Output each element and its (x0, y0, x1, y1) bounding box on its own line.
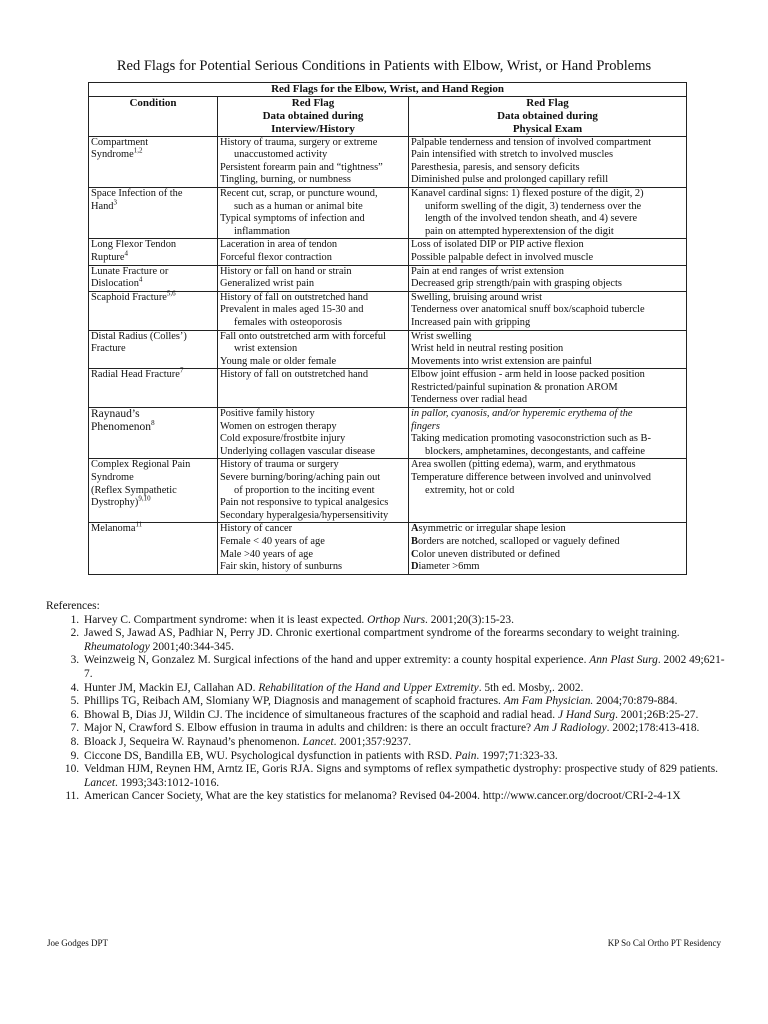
exam-flag: Possible palpable defect in involved muscle (411, 251, 594, 263)
exam-cell (409, 369, 687, 408)
interview-flag: Laceration in area of tendon (220, 239, 338, 251)
footer-author: Joe Godges DPT (47, 938, 108, 948)
reference-details: . 2001;26B:25-27. (615, 708, 699, 721)
reference-details: . 2001;20(3):15-23. (425, 613, 514, 626)
condition-line: Dislocation$^4$ (91, 275, 143, 290)
interview-flag: inflammation (234, 225, 290, 237)
reference-item (82, 763, 726, 790)
condition-line: Raynaud’s (91, 408, 140, 421)
exam-cell (409, 408, 687, 459)
reference-journal: Lancet (302, 735, 334, 748)
condition-cell (89, 136, 218, 187)
references-list (46, 614, 726, 804)
interview-flag: Persistent forearm pain and “tightness” (220, 161, 383, 173)
reference-item (82, 750, 726, 764)
table-row (89, 265, 687, 291)
exam-flag: Paresthesia, paresis, and sensory deficits (411, 161, 580, 173)
interview-flag: Underlying collagen vascular disease (220, 445, 375, 457)
table-row (89, 408, 687, 459)
exam-flag-italic: in pallor, cyanosis, and/or hyperemic erythema of the (411, 408, 633, 420)
condition-line: Scaphoid Fracture$^{5,6}$ (91, 289, 176, 303)
reference-details: . 1997;71:323-33. (476, 749, 558, 762)
interview-flag: Positive family history (220, 408, 315, 420)
reference-item (82, 709, 726, 723)
interview-flag: Tingling, burning, or numbness (220, 174, 351, 186)
reference-details: 2001;40:344-345. (149, 640, 234, 653)
reference-journal: Am J Radiology (533, 722, 607, 735)
condition-line: Lunate Fracture or (91, 265, 169, 277)
reference-journal: Am Fam Physician. (503, 695, 594, 708)
abcd-text: olor uneven distributed or defined (418, 548, 560, 560)
table-row (89, 523, 687, 574)
abcd-criterion (411, 523, 684, 536)
table-row (89, 330, 687, 369)
exam-flag: Tenderness over anatomical snuff box/scaphoid tubercle (411, 304, 645, 316)
interview-flag: History of trauma, surgery or extreme (220, 136, 378, 148)
interview-cell (218, 523, 409, 574)
condition-cell (89, 291, 218, 330)
exam-flag: uniform swelling of the digit, 3) tenderness over the (425, 200, 642, 212)
reference-text: Veldman HJM, Reynen HM, Arntz IE, Goris RJA. Signs and symptoms of reflex sympathetic dystrophy: prospective study of 829 patients. (84, 763, 719, 776)
reference-superscript: 11 (135, 520, 143, 529)
condition-line: Syndrome$^{1,2}$ (91, 146, 143, 161)
interview-cell (218, 136, 409, 187)
reference-journal: Lancet (84, 776, 116, 789)
header-line: Red Flag (526, 96, 569, 109)
reference-superscript: 7 (179, 366, 184, 375)
reference-item (82, 654, 726, 681)
reference-item (82, 614, 726, 628)
exam-column-header (409, 96, 687, 136)
reference-text: Hunter JM, Mackin EJ, Callahan AD. (84, 681, 259, 694)
condition-cell (89, 239, 218, 265)
interview-flag: Recent cut, scrap, or puncture wound, (220, 187, 378, 199)
condition-cell (89, 330, 218, 369)
header-line: Interview/History (271, 122, 355, 135)
condition-cell (89, 520, 218, 574)
exam-flag: pain on attempted hyperextension of the digit (425, 225, 614, 237)
reference-journal: Pain (454, 749, 477, 762)
interview-flag: Generalized wrist pain (220, 278, 315, 290)
reference-journal: Orthop Nurs (367, 613, 426, 626)
interview-cell (218, 291, 409, 330)
interview-flag: unaccustomed activity (234, 149, 328, 161)
interview-flag: Typical symptoms of infection and (220, 213, 365, 225)
condition-line: Long Flexor Tendon (91, 239, 177, 251)
abcd-text: orders are notched, scalloped or vaguely defined (417, 536, 620, 547)
condition-cell (89, 187, 218, 238)
reference-item (82, 695, 726, 709)
interview-flag: of proportion to the inciting event (234, 484, 375, 496)
exam-cell (409, 136, 687, 187)
condition-cell (89, 265, 218, 291)
table-row (89, 187, 687, 238)
condition-line: Dystrophy)$^{9,10}$ (91, 494, 151, 509)
reference-journal: J Hand Surg (557, 708, 616, 721)
condition-line: (Reflex Sympathetic (91, 484, 177, 496)
abcd-letter: A (411, 523, 419, 535)
page-title: Red Flags for Potential Serious Conditions in Patients with Elbow, Wrist, or Hand Problems (116, 58, 652, 74)
interview-flag: Male >40 years of age (220, 548, 313, 560)
exam-flag: Diminished pulse and prolonged capillary refill (411, 174, 609, 186)
footer-program: KP So Cal Ortho PT Residency (607, 938, 721, 948)
condition-cell (89, 366, 218, 408)
exam-flag: length of the involved tendon sheath, and 4) severe (425, 213, 638, 225)
table-body (89, 136, 687, 574)
red-flags-table (88, 82, 687, 575)
interview-flag: such as a human or animal bite (234, 200, 363, 212)
condition-line: Complex Regional Pain (91, 459, 191, 471)
interview-flag: Young male or older female (220, 355, 337, 367)
exam-flag: Decreased grip strength/pain with grasping objects (411, 278, 622, 290)
reference-superscript: 8 (151, 418, 155, 427)
interview-flag: Secondary hyperalgesia/hypersensitivity (220, 509, 389, 521)
exam-flag-italic: fingers (411, 420, 440, 432)
interview-flag: females with osteoporosis (234, 316, 342, 328)
condition-line: Phenomenon$^8$ (91, 418, 155, 433)
reference-superscript: 4 (138, 275, 143, 284)
header-line: Data obtained during (497, 109, 598, 122)
exam-flag: Wrist held in neutral resting position (411, 343, 564, 355)
references-section (46, 600, 726, 804)
condition-line: Fracture (91, 343, 126, 355)
interview-flag: Fall onto outstretched arm with forceful (220, 330, 386, 342)
exam-flag: Elbow joint effusion - arm held in loose packed position (411, 369, 645, 381)
exam-flag: Movements into wrist extension are painful (411, 355, 592, 367)
interview-cell (218, 239, 409, 265)
table-row (89, 136, 687, 187)
condition-line: Hand$^3$ (91, 198, 118, 212)
abcd-text: iameter >6mm (418, 561, 480, 573)
exam-flag: Swelling, bruising around wrist (411, 291, 543, 303)
interview-cell (218, 330, 409, 369)
condition-line: Melanoma$^{11}$ (91, 520, 143, 535)
interview-column-header (218, 96, 409, 136)
condition-line: Space Infection of the (91, 187, 183, 199)
condition-column-header: Condition (89, 96, 218, 136)
reference-superscript: 5,6 (166, 289, 176, 298)
condition-cell (89, 408, 218, 459)
reference-text: Bhowal B, Dias JJ, Wildin CJ. The incidence of simultaneous fractures of the scaphoid and radial head. (84, 708, 558, 721)
reference-details: . 2001;357:9237. (333, 735, 412, 748)
exam-flag: Tenderness over radial head (411, 394, 528, 406)
abcd-text: symmetric or irregular shape lesion (418, 523, 566, 535)
reference-text: Jawed S, Jawad AS, Padhiar N, Perry JD. Chronic exertional compartment syndrome of the forearms secondary to weight training. (84, 627, 680, 640)
reference-details: . 2002 49;621-7. (84, 654, 725, 680)
abcd-criterion (411, 549, 684, 562)
condition-line: Radial Head Fracture$^7$ (91, 366, 184, 381)
reference-journal: Rehabilitation of the Hand and Upper Extremity (258, 681, 479, 694)
interview-flag: History of trauma or surgery (220, 459, 339, 471)
reference-superscript: 9,10 (138, 494, 151, 503)
interview-flag: History of fall on outstretched hand (220, 291, 369, 303)
reference-item (82, 790, 726, 804)
table-row (89, 459, 687, 523)
interview-cell (218, 408, 409, 459)
table-row (89, 291, 687, 330)
exam-flag: Palpable tenderness and tension of involved compartment (411, 136, 652, 148)
interview-flag: wrist extension (234, 343, 298, 355)
exam-flag: Increased pain with gripping (411, 316, 531, 328)
reference-item (82, 682, 726, 696)
interview-cell (218, 369, 409, 408)
reference-text: Harvey C. Compartment syndrome: when it is least expected. (84, 613, 368, 626)
exam-flag: Area swollen (pitting edema), warm, and erythmatous (411, 459, 636, 471)
reference-journal: Ann Plast Surg (589, 654, 658, 667)
abcd-letter: B (411, 536, 418, 547)
reference-text: Ciccone DS, Bandilla EB, WU. Psychological dysfunction in patients with RSD. (84, 749, 455, 762)
exam-cell (409, 523, 687, 574)
interview-cell (218, 459, 409, 523)
reference-text: Bloack J, Sequeira W. Raynaud’s phenomenon. (84, 735, 303, 748)
exam-flag: extremity, hot or cold (425, 484, 515, 496)
reference-details: . 2002;178:413-418. (606, 722, 700, 735)
exam-flag: Loss of isolated DIP or PIP active flexion (411, 239, 584, 251)
interview-flag: History of cancer (220, 523, 293, 535)
header-line: Red Flag (291, 96, 335, 109)
abcd-criterion (411, 561, 684, 574)
exam-flag: Temperature difference between involved and uninvolved (411, 472, 651, 484)
reference-text: Weinzweig N, Gonzalez M. Surgical infections of the hand and upper extremity: a county hospital experience. (84, 654, 590, 667)
reference-text: Phillips TG, Reibach AM, Slomiany WP, Diagnosis and management of scaphoid fractures. (84, 695, 504, 708)
reference-item (82, 722, 726, 736)
reference-superscript: 4 (124, 249, 128, 258)
exam-cell (409, 459, 687, 523)
reference-superscript: 3 (113, 198, 118, 207)
reference-item (82, 627, 726, 654)
references-heading: References: (46, 600, 100, 612)
reference-details: . 1993;343:1012-1016. (115, 776, 220, 789)
table-row (89, 369, 687, 408)
abcd-letter: D (411, 561, 419, 573)
interview-flag: Prevalent in males aged 15-30 and (220, 304, 364, 316)
exam-cell (409, 265, 687, 291)
exam-cell (409, 239, 687, 265)
header-line: Data obtained during (262, 109, 364, 122)
interview-flag: Severe burning/boring/aching pain out (220, 472, 381, 484)
abcd-letter: C (411, 548, 419, 560)
condition-line: Compartment (91, 136, 149, 148)
interview-cell (218, 187, 409, 238)
exam-flag: Wrist swelling (411, 330, 472, 342)
reference-details: . 5th ed. Mosby,. 2002. (478, 681, 584, 694)
interview-flag: History of fall on outstretched hand (220, 369, 369, 381)
exam-flag: Pain at end ranges of wrist extension (411, 265, 564, 277)
condition-line: Distal Radius (Colles’) (91, 330, 187, 342)
exam-flag: Pain intensified with stretch to involved muscles (411, 149, 614, 161)
exam-flag: Taking medication promoting vasoconstriction such as B- (411, 433, 651, 445)
interview-flag: Women on estrogen therapy (220, 420, 337, 432)
condition-line: Syndrome (91, 472, 134, 484)
abcd-criterion (411, 536, 684, 549)
reference-journal: Rheumatology (84, 640, 150, 653)
table-row (89, 239, 687, 265)
condition-cell (89, 459, 218, 523)
exam-cell (409, 187, 687, 238)
region-header: Red Flags for the Elbow, Wrist, and Hand Region (89, 83, 687, 97)
interview-flag: Fair skin, history of sunburns (220, 561, 343, 573)
reference-details: 2004;70:879-884. (593, 695, 678, 708)
exam-flag: Kanavel cardinal signs: 1) flexed posture of the digit, 2) (411, 187, 644, 199)
interview-flag: Cold exposure/frostbite injury (220, 433, 346, 445)
reference-text: American Cancer Society, What are the key statistics for melanoma? Revised 04-2004. http://www.cancer.org/docroot/CRI-2-4-1X (84, 790, 681, 803)
interview-flag: Pain not responsive to typical analgesics (220, 497, 389, 509)
header-line: Physical Exam (512, 122, 583, 135)
interview-flag: History or fall on hand or strain (220, 265, 352, 277)
exam-flag: blockers, amphetamines, decongestants, and caffeine (425, 445, 645, 457)
exam-cell (409, 291, 687, 330)
interview-flag: Forceful flexor contraction (220, 251, 332, 263)
reference-superscript: 1,2 (133, 146, 143, 155)
condition-line: Rupture$^4$ (91, 249, 128, 263)
exam-cell (409, 330, 687, 369)
reference-item (82, 736, 726, 750)
interview-cell (218, 265, 409, 291)
exam-flag: Restricted/painful supination & pronation AROM (411, 381, 618, 393)
interview-flag: Female < 40 years of age (220, 536, 325, 547)
reference-text: Major N, Crawford S. Elbow effusion in trauma in adults and children: is there an occult fracture? (84, 722, 534, 735)
